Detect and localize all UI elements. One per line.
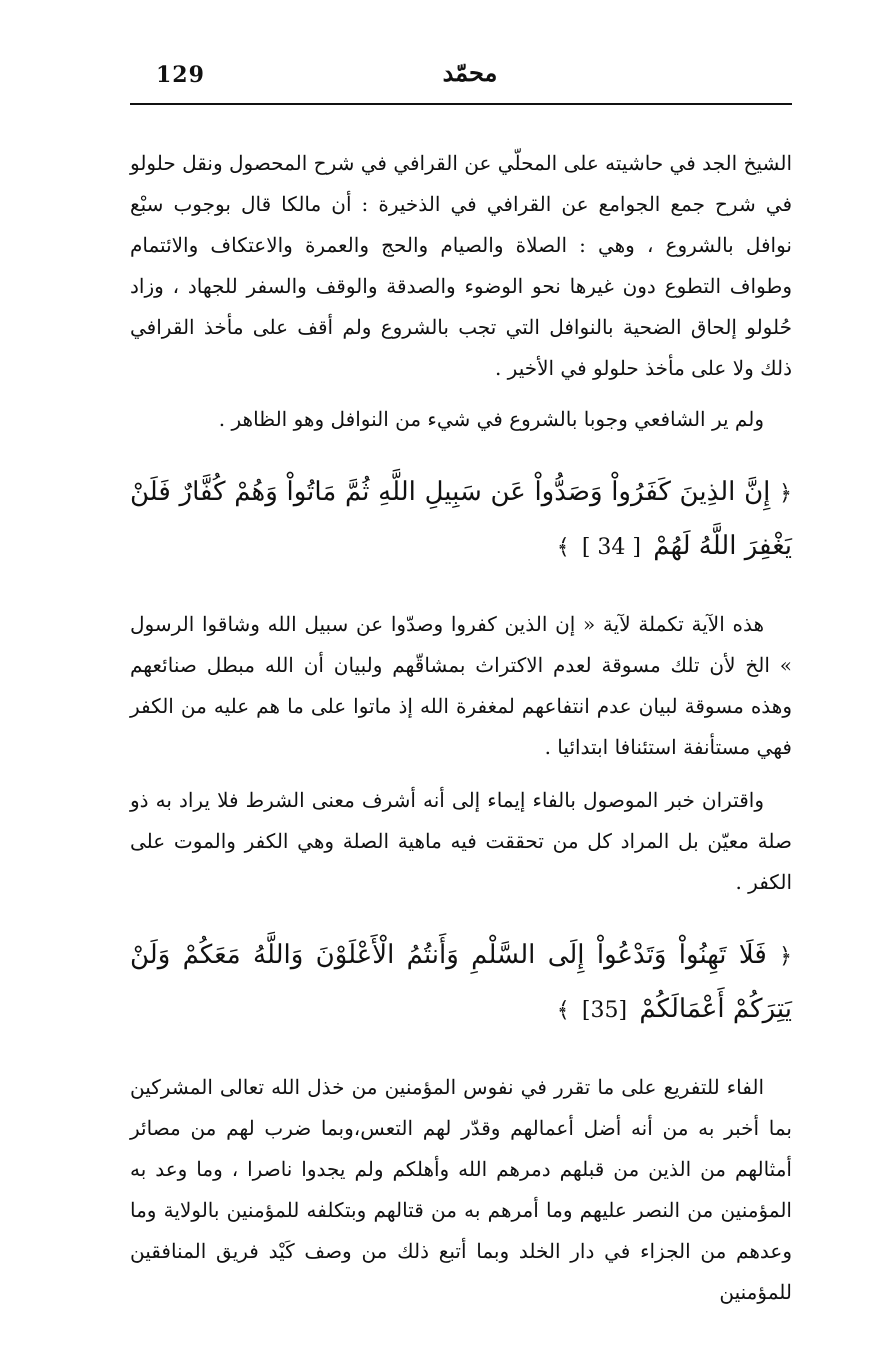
paragraph-2: ولم ير الشافعي وجوبا بالشروع في شيء من النوافل وهو الظاهر .	[218, 407, 764, 431]
verse-open-bracket: ﴿	[779, 944, 793, 969]
verse-text: فَلَا تَهِنُواْ وَتَدْعُواْ إِلَى السَّلْمِ وَأَنتُمُ الْأَعْلَوْنَ وَاللَّهُ مَعَكُمْ وَلَنْ يَتِرَكُمْ أَعْمَالَكُمْ	[130, 940, 792, 1024]
quran-verse-35	[130, 929, 792, 1037]
verse-close-bracket: ﴾	[556, 998, 570, 1023]
verse-number: [35]	[581, 998, 628, 1023]
verse-open-bracket: ﴿	[779, 481, 792, 506]
paragraph-3: هذه الآية تكملة لآية « إن الذين كفروا وصدّوا عن سبيل الله وشاقوا الرسول » الخ لأن تلك مسوقة لعدم الاكتراث بمشاقّهم ولبيان أن الله مبطل صنائعهم وهذه مسوقة لبيان عدم انتفاعهم لمغفرة الله إذ ماتوا على ما هم عليه من الكفر فهي مستأنفة استئنافا ابتدائيا .	[130, 612, 792, 759]
verse-close-bracket: ﴾	[556, 535, 570, 560]
paragraph-1: الشيخ الجد في حاشيته على المحلّي عن القرافي في شرح المحصول ونقل حلولو في شرح جمع الجوامع عن القرافي في الذخيرة : أن مالكا قال بوجوب سبْع نوافل بالشروع ، وهي : الصلاة والصيام والحج والعمرة والاعتكاف والائتمام وطواف التطوع دون غيرها نحو الوضوء والصدقة والوقف والسفر للجهاد ، وزاد حُلولو إلحاق الضحية بالنوافل التي تجب بالشروع ولم أقف على مأخذ القرافي ذلك ولا على مأخذ حلولو في الأخير .	[130, 151, 792, 380]
verse-number: [ 34 ]	[581, 535, 642, 560]
running-title: محمّد	[442, 58, 498, 87]
page-header	[130, 60, 792, 100]
paragraph-4: واقتران خبر الموصول بالفاء إيماء إلى أنه أشرف معنى الشرط فلا يراد به ذو صلة معيّن بل المراد كل من تحققت فيه ماهية الصلة وهي الكفر والموت على الكفر .	[130, 788, 792, 894]
page-body	[130, 143, 792, 1313]
page-number: 129	[156, 62, 205, 88]
verse-text: إِنَّ الذِينَ كَفَرُواْ وَصَدُّواْ عَن سَبِيلِ اللَّهِ ثُمَّ مَاتُواْ وَهُمْ كُفَّارٌ فَلَنْ يَغْفِرَ اللَّهُ لَهُمْ	[130, 477, 792, 561]
paragraph-5: الفاء للتفريع على ما تقرر في نفوس المؤمنين من خذل الله تعالى المشركين بما أخبر به من أنه أضل أعمالهم وقدّر لهم التعس،وبما ضرب لهم من مصائر أمثالهم من الذين من قبلهم دمرهم الله وأهلكم ولم يجدوا ناصرا ، وما وعد به المؤمنين من النصر عليهم وما أمرهم به من قتالهم وبتكلفه للمؤمنين بالولاية وما وعدهم من الجزاء في دار الخلد وبما أتبع ذلك من وصف كَيْد فريق المنافقين للمؤمنين	[130, 1075, 792, 1304]
quran-verse-34	[130, 466, 792, 574]
header-rule	[130, 103, 792, 105]
